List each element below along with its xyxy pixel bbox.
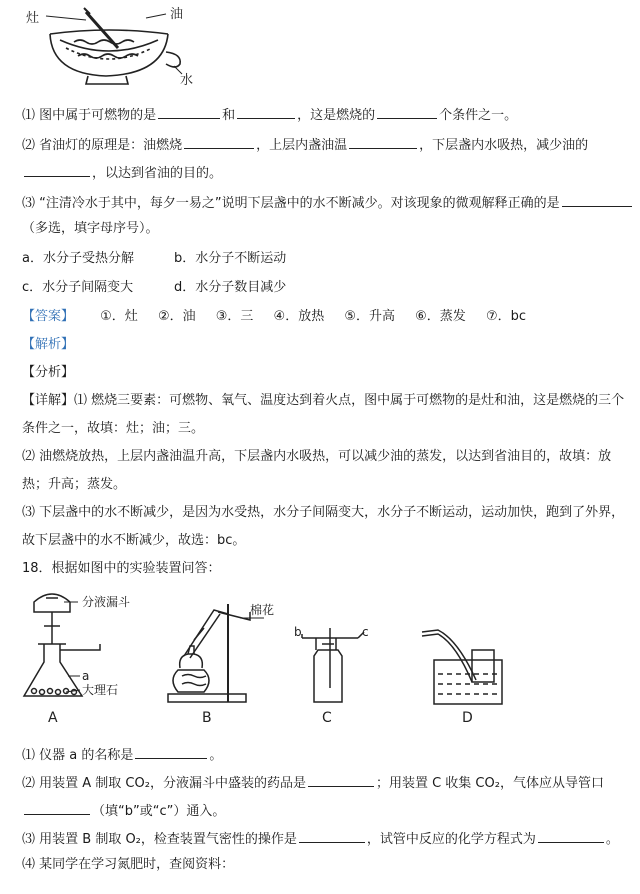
apparatus-letter-a: A (48, 710, 58, 726)
options-row-1 (22, 250, 286, 268)
option-c: c．水分子间隔变大 (22, 280, 134, 295)
apparatus-letter-c: C (322, 710, 332, 726)
q3-text-1: ⑶ “注清冷水于其中，每夕一易之”说明下层盏中的水不断减少。对该现象的微观解释正确的是 (22, 196, 560, 211)
s2-text-1: ⑵ 用装置 A 制取 CO₂，分液漏斗中盛装的药品是 (22, 776, 306, 791)
label-a: a (82, 669, 90, 683)
sub-question-2-line-1 (22, 772, 604, 793)
q1-blank-3[interactable] (377, 104, 437, 119)
q2-text-2: ，上层内盏油温 (256, 138, 348, 153)
apparatus-letter-d: D (462, 710, 473, 726)
question-3-line-2 (22, 220, 159, 238)
label-c: c (362, 625, 369, 639)
answer-item-2: ②．油 (157, 309, 196, 324)
s2-blank-2[interactable] (24, 800, 90, 815)
answer-item-3: ③．三 (215, 309, 254, 324)
lamp-label-water: 水 (180, 73, 194, 88)
detail-line-6: 故下层盏中的水不断减少，故选：bc。 (22, 533, 246, 548)
s3-text-1: ⑶ 用装置 B 制取 O₂，检查装置气密性的操作是 (22, 832, 297, 847)
apparatus-figure (18, 584, 548, 732)
s2-blank-1[interactable] (308, 772, 374, 787)
answer-tag: 【答案】 (22, 309, 75, 324)
sub-question-2-line-2 (22, 800, 225, 821)
label-b: b (294, 625, 302, 639)
question-3-line-1 (22, 192, 634, 213)
option-d: d．水分子数目减少 (174, 280, 287, 295)
q2-text-1: ⑵ 省油灯的原理是：油燃烧 (22, 138, 183, 153)
label-funnel: 分液漏斗 (82, 595, 131, 609)
s2-text-3: （填“b”或“c”）通入。 (92, 804, 226, 819)
q3-blank-1[interactable] (562, 192, 632, 207)
s3-text-2: ，试管中反应的化学方程式为 (366, 832, 536, 847)
option-b: b．水分子不断运动 (174, 251, 287, 266)
s1-text-1: ⑴ 仪器 a 的名称是 (22, 748, 134, 763)
answer-item-7: ⑦．bc (485, 309, 526, 324)
sub-question-3 (22, 828, 619, 849)
fenxi-tag: 【分析】 (22, 365, 75, 380)
detail-line-3: ⑵ 油燃烧放热，上层内盏油温升高，下层盏内水吸热，可以减少油的蒸发，以达到省油目的，故填：放 (22, 449, 612, 464)
q1-text-2: 和 (222, 108, 236, 123)
q2-text-3: ，下层盏内水吸热，减少油的 (419, 138, 589, 153)
detail-line-2: 条件之一，故填：灶；油；三。 (22, 421, 205, 436)
s2-text-2: ；用装置 C 收集 CO₂，气体应从导管口 (375, 776, 604, 791)
q2-blank-1[interactable] (184, 134, 254, 149)
s3-text-3: 。 (605, 832, 619, 847)
oil-lamp-figure (26, 4, 196, 88)
q2-blank-3[interactable] (24, 162, 90, 177)
s3-blank-1[interactable] (299, 828, 365, 843)
q2-blank-2[interactable] (349, 134, 417, 149)
detail-line-5: ⑶ 下层盏中的水不断减少，是因为水受热，水分子间隔变大，水分子不断运动，运动加快，跑到了外界， (22, 505, 625, 520)
q1-text-1: ⑴ 图中属于可燃物的是 (22, 108, 157, 123)
analysis-tag: 【解析】 (22, 337, 75, 352)
answer-item-6: ⑥．蒸发 (415, 309, 466, 324)
q1-text-4: 个条件之一。 (439, 108, 518, 123)
sub-question-4: ⑷ 某同学在学习氮肥时，查阅资料： (22, 857, 235, 872)
s1-blank-1[interactable] (135, 744, 207, 759)
q1-text-3: ，这是燃烧的 (297, 108, 376, 123)
q2-text-4: ，以达到省油的目的。 (92, 166, 223, 181)
sub-question-1 (22, 744, 222, 765)
lamp-label-oil: 油 (170, 7, 184, 22)
answer-item-5: ⑤．升高 (344, 309, 395, 324)
detail-line-1: 【详解】⑴ 燃烧三要素：可燃物、氧气、温度达到着火点，图中属于可燃物的是灶和油，这是燃烧的三个 (22, 393, 625, 408)
answer-item-1: ①．灶 (100, 309, 138, 324)
question-2-line-1 (22, 134, 588, 155)
options-row-2 (22, 279, 286, 297)
q1-blank-2[interactable] (237, 104, 295, 119)
s3-blank-2[interactable] (538, 828, 604, 843)
apparatus-letter-b: B (202, 710, 212, 726)
label-marble: 大理石 (82, 683, 119, 697)
option-a: a．水分子受热分解 (22, 251, 134, 266)
lamp-label-zao: 灶 (26, 11, 40, 26)
answer-item-4: ④．放热 (273, 309, 325, 324)
q18-title: 18．根据如图中的实验装置问答： (22, 561, 221, 576)
question-2-line-2 (22, 162, 222, 183)
label-cotton: 棉花 (250, 603, 275, 617)
q1-blank-1[interactable] (158, 104, 220, 119)
q3-text-2: （多选，填字母序号）。 (22, 221, 159, 236)
answer-row (22, 308, 542, 326)
detail-line-4: 热；升高；蒸发。 (22, 477, 127, 492)
s1-text-2: 。 (209, 748, 223, 763)
question-1 (22, 104, 517, 125)
